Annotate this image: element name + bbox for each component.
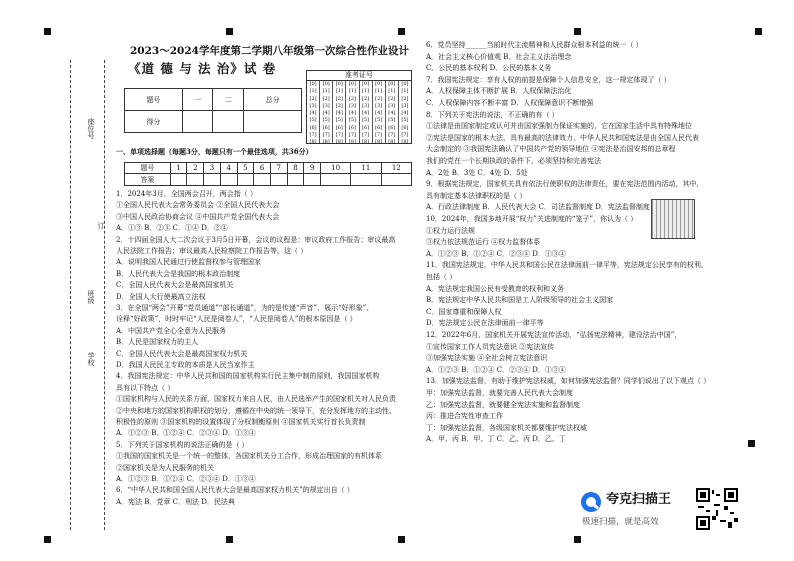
question-line: 大会制定的 ③我国宪法确认了中国共产党的领导地位 ④宪法是治国安邦的总章程 <box>426 145 676 154</box>
admission-digit-bubble[interactable]: [1] <box>375 88 383 95</box>
question-line: 我们的党在一个长期执政的条件下，必须坚持和完善宪法 <box>426 157 601 165</box>
question-line: A．①②③ B．①②④ C．②③④ D．①③④ <box>116 475 256 483</box>
admission-digit-bubble[interactable]: [8] <box>335 139 343 146</box>
section-heading: 一、单项选择题（每题3分，每题只有一个最佳选项，共36分） <box>116 147 313 156</box>
answer-question-number: 3 <box>204 163 221 174</box>
binding-line <box>70 60 71 530</box>
admission-digit-bubble[interactable]: [1] <box>362 88 370 95</box>
question-line: A．①②③ B．①②④ C．②③④ D．①③④ <box>426 249 566 258</box>
admission-digit-bubble[interactable]: [5] <box>388 117 396 124</box>
admission-digit-column[interactable] <box>320 81 333 146</box>
admission-digit-bubble[interactable]: [5] <box>348 117 356 124</box>
admission-digit-bubble[interactable]: [3] <box>401 102 409 109</box>
admission-digit-bubble[interactable]: [2] <box>375 95 383 102</box>
question-line: 10．2024年，我国多地开展“权力”关进制度的“笼子”，你认为（ ） <box>426 215 638 223</box>
question-line: A．中国共产党全心全意为人民服务 <box>116 326 227 335</box>
admission-digit-column[interactable] <box>399 81 411 146</box>
registration-mark <box>226 28 233 35</box>
admission-digit-bubble[interactable]: [8] <box>322 139 330 146</box>
question-line: ②宪法是国家的根本大法，具有最高的法律效力，中华人民共和国宪法是由全国人民代表 <box>426 133 699 142</box>
admission-digit-bubble[interactable]: [2] <box>309 95 317 102</box>
admission-digit-bubble[interactable]: [6] <box>348 124 356 131</box>
admission-digit-bubble[interactable]: [2] <box>401 95 409 102</box>
admission-digit-bubble[interactable]: [3] <box>388 102 396 109</box>
admission-number-box[interactable] <box>306 70 412 144</box>
registration-mark <box>44 28 51 35</box>
question-line: 乙：加强宪法监督，就要健全宪法实施和监督制度 <box>426 400 580 409</box>
admission-digit-bubble[interactable]: [1] <box>309 88 317 95</box>
answer-input-cell[interactable] <box>381 174 411 186</box>
question-line: 6．“中华人民共和国全国人民代表大会是最高国家权力机关”的规定出自（ ） <box>116 486 354 495</box>
question-line: D．全国人大行使最高立法权 <box>116 292 206 301</box>
answer-row-label: 答案 <box>125 174 171 186</box>
admission-digit-bubble[interactable]: [5] <box>375 117 383 124</box>
exam-title: 2023～2024学年度第二学期八年级第一次综合性作业设计 <box>130 45 409 57</box>
admission-digit-bubble[interactable]: [7] <box>348 132 356 139</box>
seat-label: 座位号 <box>87 118 95 139</box>
admission-digit-bubble[interactable]: [3] <box>335 102 343 109</box>
question-line: 5．下列关于国家机构的说法正确的是（ ） <box>116 440 249 449</box>
question-line: 7．我国宪法规定：享有人权的前提是保障个人信息安全，这一规定体现了（ ） <box>426 75 671 84</box>
question-line: A．2处 B．3处 C．4处 D．5处 <box>426 168 528 177</box>
admission-digit-bubble[interactable]: [0] <box>335 81 343 87</box>
question-line: ②中央和地方的国家机构职权的划分，遵循在中央的统一领导下，充分发挥地方的主动性、 <box>116 406 396 415</box>
registration-mark <box>748 440 755 447</box>
question-line: ①权力运行法规 <box>426 226 475 235</box>
registration-mark <box>44 536 51 543</box>
question-line: C．公民的基本权利 D．公民的基本义务 <box>426 64 552 73</box>
registration-mark <box>574 536 581 543</box>
admission-digit-bubble[interactable]: [6] <box>309 124 317 131</box>
question-line: ③加强宪法实施 ④全社会树立宪法意识 <box>426 354 548 363</box>
admission-digit-bubble[interactable]: [0] <box>348 81 356 87</box>
admission-digit-bubble[interactable]: [1] <box>322 88 330 95</box>
binding-mark-label: 订 <box>97 222 105 229</box>
admission-digit-bubble[interactable]: [0] <box>401 81 409 87</box>
question-line: D．我国人民民主专政的本质是人民当家作主 <box>116 361 255 369</box>
question-line: 包括（ ） <box>426 273 457 281</box>
score-cell: 得分 <box>125 111 183 133</box>
admission-digit-bubble[interactable]: [0] <box>362 81 370 87</box>
answer-table <box>124 162 412 186</box>
question-line: 具有以下特点（ ） <box>116 383 175 392</box>
question-line: ①法律是由国家制定或认可并由国家强制力保证实施的，它在国家生活中具有特殊地位 <box>426 122 692 131</box>
admission-digit-bubble[interactable]: [2] <box>322 95 330 102</box>
registration-mark <box>398 536 405 543</box>
admission-digit-bubble[interactable]: [7] <box>362 132 370 139</box>
admission-digit-bubble[interactable]: [0] <box>322 81 330 87</box>
class-label: 班级 <box>87 290 95 304</box>
question-line: 8．下列关于宪法的说法，不正确的有（ ） <box>426 110 559 119</box>
answer-question-number: 7 <box>270 163 287 174</box>
admission-digit-bubble[interactable]: [4] <box>309 110 317 117</box>
admission-digit-bubble[interactable]: [6] <box>322 124 330 131</box>
admission-digit-bubble[interactable]: [4] <box>375 110 383 117</box>
question-line: 3．在全国“两会”开幕“党员通道”“部长通道”，为的是传递“声音”、展示“好形象”、 <box>116 304 374 312</box>
answer-row-label: 题号 <box>125 163 171 174</box>
admission-digit-bubble[interactable]: [5] <box>401 117 409 124</box>
scanner-logo-icon <box>580 491 602 513</box>
question-line: ②国家机关是为人民服务的机关 <box>116 463 214 472</box>
question-line: 11．我国宪法规定，中华人民共和国公民在法律面前一律平等，宪法规定公民享有的权利， <box>426 261 708 270</box>
cage-illustration <box>651 199 695 239</box>
question-line: A．宪法规定我国公民有受教育的权利和义务 <box>426 284 565 293</box>
admission-digit-bubble[interactable]: [0] <box>375 81 383 87</box>
admission-digit-bubble[interactable]: [7] <box>375 132 383 139</box>
answer-input-cell[interactable] <box>237 174 254 186</box>
question-line: A．人权保障主体不断扩展 B．人权保障法治化 <box>426 87 572 96</box>
answer-input-cell[interactable] <box>351 174 381 186</box>
scanner-slogan: 极速扫描，就是高效 <box>582 517 659 527</box>
answer-question-number: 10 <box>320 163 350 174</box>
admission-digit-bubble[interactable]: [7] <box>322 132 330 139</box>
question-line: 1．2024年3月，全国两会召开，两会指（ ） <box>116 190 257 198</box>
score-cell: 题号 <box>125 89 183 111</box>
registration-mark <box>398 28 405 35</box>
admission-digit-bubble[interactable]: [8] <box>375 139 383 146</box>
answer-question-number: 5 <box>237 163 254 174</box>
admission-digit-bubble[interactable]: [3] <box>322 102 330 109</box>
admission-digit-column[interactable] <box>360 81 373 146</box>
answer-input-cell[interactable] <box>304 174 321 186</box>
question-line: C．国家尊重和保障人权 <box>426 307 502 316</box>
score-cell: 一 <box>182 89 213 111</box>
question-line: C．人权保障内容不断丰富 D．人权保障意识不断增强 <box>426 99 594 107</box>
question-line: 具有制定基本法律职权的是（ ） <box>426 191 527 200</box>
scanner-name: 夸克扫描王 <box>606 492 672 507</box>
admission-digit-bubble[interactable]: [7] <box>388 132 396 139</box>
admission-digit-bubble[interactable]: [1] <box>388 88 396 95</box>
question-line: 12．2022年6月，国家机关开展宪法宣传活动，“弘扬宪法精神，建设法治中国”， <box>426 331 682 339</box>
question-line: ①宣传国家工作人员宪法意识 ②宪法宣传 <box>426 342 555 351</box>
answer-input-cell[interactable] <box>254 174 271 186</box>
admission-digit-column[interactable] <box>386 81 399 146</box>
question-line: A．①③ B．②③ C．①④ D．②④ <box>116 224 228 233</box>
question-line: B．人民代表大会是我国的根本政治制度 <box>116 269 241 278</box>
question-line: 人民法院工作报告；审议最高人民检察院工作报告等。这（ ） <box>116 247 308 255</box>
admission-digit-bubble[interactable]: [6] <box>362 124 370 131</box>
question-line: 丁：加强宪法监督，各级国家机关都要维护宪法权威 <box>426 423 587 432</box>
question-line: A．甲、丙 B．甲、丁 C．乙、丙 D．乙、丁 <box>426 435 566 444</box>
admission-digit-bubble[interactable]: [4] <box>401 110 409 117</box>
admission-digit-bubble[interactable]: [2] <box>348 95 356 102</box>
binding-line <box>104 60 105 530</box>
admission-digit-column[interactable] <box>307 81 320 146</box>
question-line: ①国家机构与人民的关系方面，国家权力来自人民，由人民选举产生的国家机关对人民负责 <box>116 395 396 404</box>
score-input-cell[interactable] <box>213 111 244 133</box>
admission-digit-bubble[interactable]: [4] <box>388 110 396 117</box>
school-label: 学校 <box>87 352 95 366</box>
admission-digit-bubble[interactable]: [1] <box>335 88 343 95</box>
admission-digit-bubble[interactable]: [4] <box>362 110 370 117</box>
admission-digit-bubble[interactable]: [1] <box>348 88 356 95</box>
admission-digit-bubble[interactable]: [4] <box>348 110 356 117</box>
answer-question-number: 9 <box>304 163 321 174</box>
admission-digit-bubble[interactable]: [6] <box>388 124 396 131</box>
score-cell: 二 <box>213 89 244 111</box>
question-line: 2．十四届全国人大二次会议于3月5日开幕，会议的议程是：审议政府工作报告；审议最高 <box>116 235 396 244</box>
score-cell: 总分 <box>244 89 302 111</box>
score-input-cell[interactable] <box>182 111 213 133</box>
question-line: 6．党员坚持______当前时代主流精神和人民群众根本利益的统一（ ） <box>426 41 643 49</box>
admission-digit-bubble[interactable]: [3] <box>375 102 383 109</box>
admission-digit-bubble[interactable]: [0] <box>388 81 396 87</box>
question-line: C．全国人民代表大会是最高国家权力机关 <box>116 349 248 358</box>
answer-question-number: 4 <box>220 163 237 174</box>
answer-question-number: 1 <box>170 163 187 174</box>
admission-digit-bubble[interactable]: [5] <box>362 117 370 124</box>
answer-input-cell[interactable] <box>187 174 204 186</box>
admission-digit-bubble[interactable]: [8] <box>401 139 409 146</box>
answer-question-number: 2 <box>187 163 204 174</box>
question-line: A．社会主义核心价值观 B．社会主义法治理念 <box>426 52 572 61</box>
score-table <box>124 88 302 133</box>
answer-question-number: 12 <box>381 163 411 174</box>
question-line: ①我国的国家机关是一个统一的整体，各国家机关分工合作，形成治理国家的有机体系 <box>116 452 382 461</box>
admission-digit-column[interactable] <box>333 81 346 146</box>
question-line: 4．我国宪法规定：中华人民共和国的国家机构实行民主集中制的原则，我国国家机构 <box>116 372 380 381</box>
admission-digit-bubble[interactable]: [4] <box>322 110 330 117</box>
admission-digit-bubble[interactable]: [2] <box>335 95 343 102</box>
admission-digit-bubble[interactable]: [5] <box>322 117 330 124</box>
question-line: 9．根据宪法规定，国家机关具有依法行使职权的法律责任，要在宪法范围内活动，其中， <box>426 180 704 189</box>
question-line: A．说明我国人民通过行使监督权参与管理国家 <box>116 258 262 267</box>
admission-digit-bubble[interactable]: [8] <box>309 139 317 146</box>
admission-digit-bubble[interactable]: [2] <box>362 95 370 102</box>
registration-mark <box>574 28 581 35</box>
admission-digit-grid[interactable] <box>307 81 411 146</box>
admission-digit-bubble[interactable]: [5] <box>309 117 317 124</box>
admission-digit-bubble[interactable]: [8] <box>362 139 370 146</box>
admission-digit-bubble[interactable]: [3] <box>362 102 370 109</box>
answer-question-number: 8 <box>287 163 304 174</box>
answer-input-cell[interactable] <box>287 174 304 186</box>
admission-digit-bubble[interactable]: [7] <box>309 132 317 139</box>
scanner-watermark <box>578 489 692 531</box>
admission-digit-bubble[interactable]: [1] <box>401 88 409 95</box>
admission-digit-bubble[interactable]: [6] <box>335 124 343 131</box>
admission-number-label: 准考证号 <box>307 71 411 81</box>
question-line: 13．加强宪法监督，有助于维护宪法权威，如何加强宪法监督？同学们说出了以下观点（ ） <box>426 377 711 386</box>
answer-input-cell[interactable] <box>320 174 350 186</box>
answer-input-cell[interactable] <box>204 174 221 186</box>
admission-digit-bubble[interactable]: [4] <box>335 110 343 117</box>
question-line: A．①②③ B．①②④ C．②③④ D．①③④ <box>426 365 566 374</box>
admission-digit-bubble[interactable]: [3] <box>309 102 317 109</box>
question-line: B．人民是国家权力的主人 <box>116 338 199 347</box>
admission-digit-bubble[interactable]: [8] <box>348 139 356 146</box>
admission-digit-bubble[interactable]: [3] <box>348 102 356 109</box>
answer-question-number: 6 <box>254 163 271 174</box>
admission-digit-bubble[interactable]: [8] <box>388 139 396 146</box>
admission-digit-bubble[interactable]: [6] <box>401 124 409 131</box>
question-line: ③权力依法规范运行 ④权力监督体系 <box>426 238 541 247</box>
admission-digit-bubble[interactable]: [5] <box>335 117 343 124</box>
admission-digit-bubble[interactable]: [7] <box>335 132 343 139</box>
admission-digit-bubble[interactable]: [6] <box>375 124 383 131</box>
question-line: A．①②③ B．①②④ C．②③④ D．①③④ <box>116 429 256 438</box>
admission-digit-bubble[interactable]: [7] <box>401 132 409 139</box>
question-line: A．宪法 B．党章 C．刑法 D．民法典 <box>116 497 235 506</box>
registration-mark <box>226 536 233 543</box>
question-line: 甲：加强宪法监督，就要完善人民代表大会制度 <box>426 389 573 397</box>
question-line: 丙：推进合宪性审查工作 <box>426 412 503 421</box>
question-line: ③中国人民政治协商会议 ④中国共产党全国代表大会 <box>116 212 280 221</box>
qr-code-icon <box>696 488 738 530</box>
question-line: C．全国人民代表大会是最高国家机关 <box>116 281 234 290</box>
question-line: D．宪法规定公民在法律面前一律平等 <box>426 319 544 328</box>
admission-digit-column[interactable] <box>373 81 386 146</box>
score-input-cell[interactable] <box>244 111 302 133</box>
admission-digit-bubble[interactable]: [2] <box>388 95 396 102</box>
answer-question-number: 11 <box>351 163 381 174</box>
answer-input-cell[interactable] <box>220 174 237 186</box>
admission-digit-column[interactable] <box>346 81 359 146</box>
question-line: A．行政法律制度 B．人民代表大会 C．司法监督制度 D．宪法监督制度 <box>426 203 650 212</box>
question-line: B．宪法规定中华人民共和国是工人阶级领导的社会主义国家 <box>426 296 614 305</box>
answer-input-cell[interactable] <box>170 174 187 186</box>
registration-mark <box>755 28 762 35</box>
question-line: ①全国人民代表大会常务委员会 ②全国人民代表大会 <box>116 201 280 210</box>
question-line: 积极性的原则 ③国家机构的设置体现了分权制衡原则 ④国家机关实行首长负责制 <box>116 418 366 426</box>
answer-input-cell[interactable] <box>270 174 287 186</box>
admission-digit-bubble[interactable]: [0] <box>309 81 317 87</box>
subject-title: 《道 德 与 法 治》试 卷 <box>128 61 277 76</box>
question-line: 诠释“好政策”，时时牢记“人民是阅卷人”，“人民是阅卷人”的根本原因是（ ） <box>116 315 357 324</box>
